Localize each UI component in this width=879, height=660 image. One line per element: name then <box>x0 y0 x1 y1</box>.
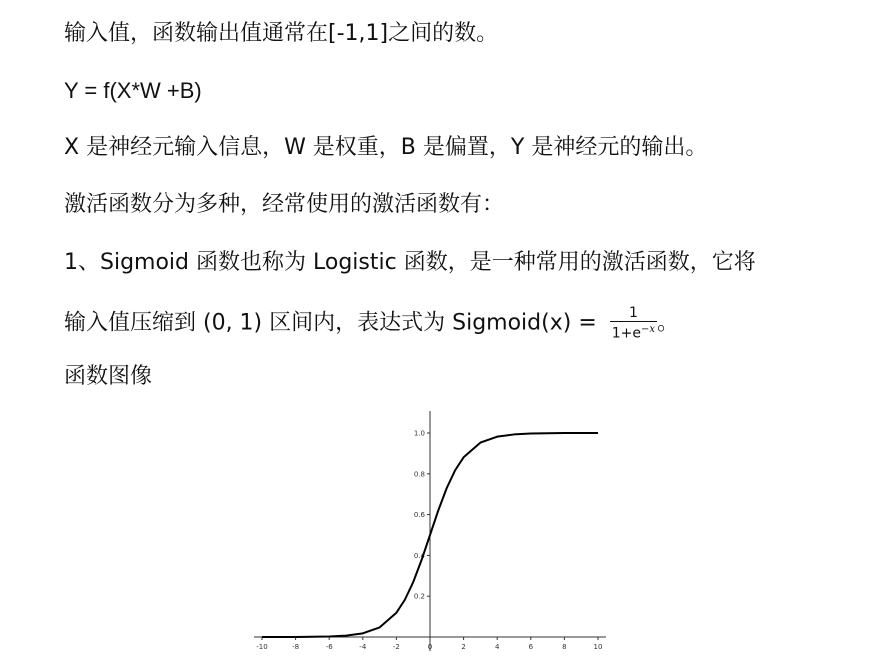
x-tick-label: 0 <box>427 643 433 651</box>
fraction-denominator <box>610 322 657 342</box>
x-tick-label: 8 <box>562 643 567 651</box>
x-tick-label: 10 <box>593 643 603 651</box>
fraction-denominator-base: 1+e <box>611 325 642 342</box>
text-line-6-prefix: 输入值压缩到 (0, 1) 区间内，表达式为 Sigmoid(x) = <box>64 310 604 336</box>
text-line-5: 1、Sigmoid 函数也称为 Logistic 函数，是一种常用的激活函数，它将 <box>64 250 756 275</box>
text-line-6 <box>64 305 679 342</box>
sigmoid-chart <box>250 405 630 660</box>
text-line-3: X 是神经元输入信息，W 是权重，B 是偏置，Y 是神经元的输出。 <box>64 135 708 160</box>
text-line-1: 输入值，函数输出值通常在[-1,1]之间的数。 <box>64 21 499 46</box>
x-tick-label: -6 <box>325 643 333 651</box>
text-line-7: 函数图像 <box>64 364 153 389</box>
x-tick-label: -8 <box>292 643 300 651</box>
y-tick-label: 0.6 <box>413 511 425 520</box>
x-tick-label: 2 <box>461 643 466 651</box>
x-tick-label: -4 <box>359 643 367 651</box>
fraction-denominator-exponent: −x <box>641 324 656 335</box>
y-tick-label: 0.2 <box>413 592 425 601</box>
x-tick-label: -2 <box>392 643 400 651</box>
y-tick-label: 0.8 <box>413 470 425 479</box>
fraction-numerator: 1 <box>628 305 638 321</box>
y-tick-label: 0.4 <box>413 551 425 560</box>
formula-line: Y = f(X*W +B) <box>64 78 202 103</box>
sigmoid-fraction <box>610 305 657 342</box>
x-tick-label: 6 <box>528 643 534 651</box>
x-tick-label: 4 <box>494 643 500 651</box>
text-line-6-suffix: 。 <box>657 310 680 336</box>
y-tick-label: 1.0 <box>413 429 425 438</box>
text-line-4: 激活函数分为多种，经常使用的激活函数有： <box>64 192 505 217</box>
x-tick-label: -10 <box>256 643 268 651</box>
